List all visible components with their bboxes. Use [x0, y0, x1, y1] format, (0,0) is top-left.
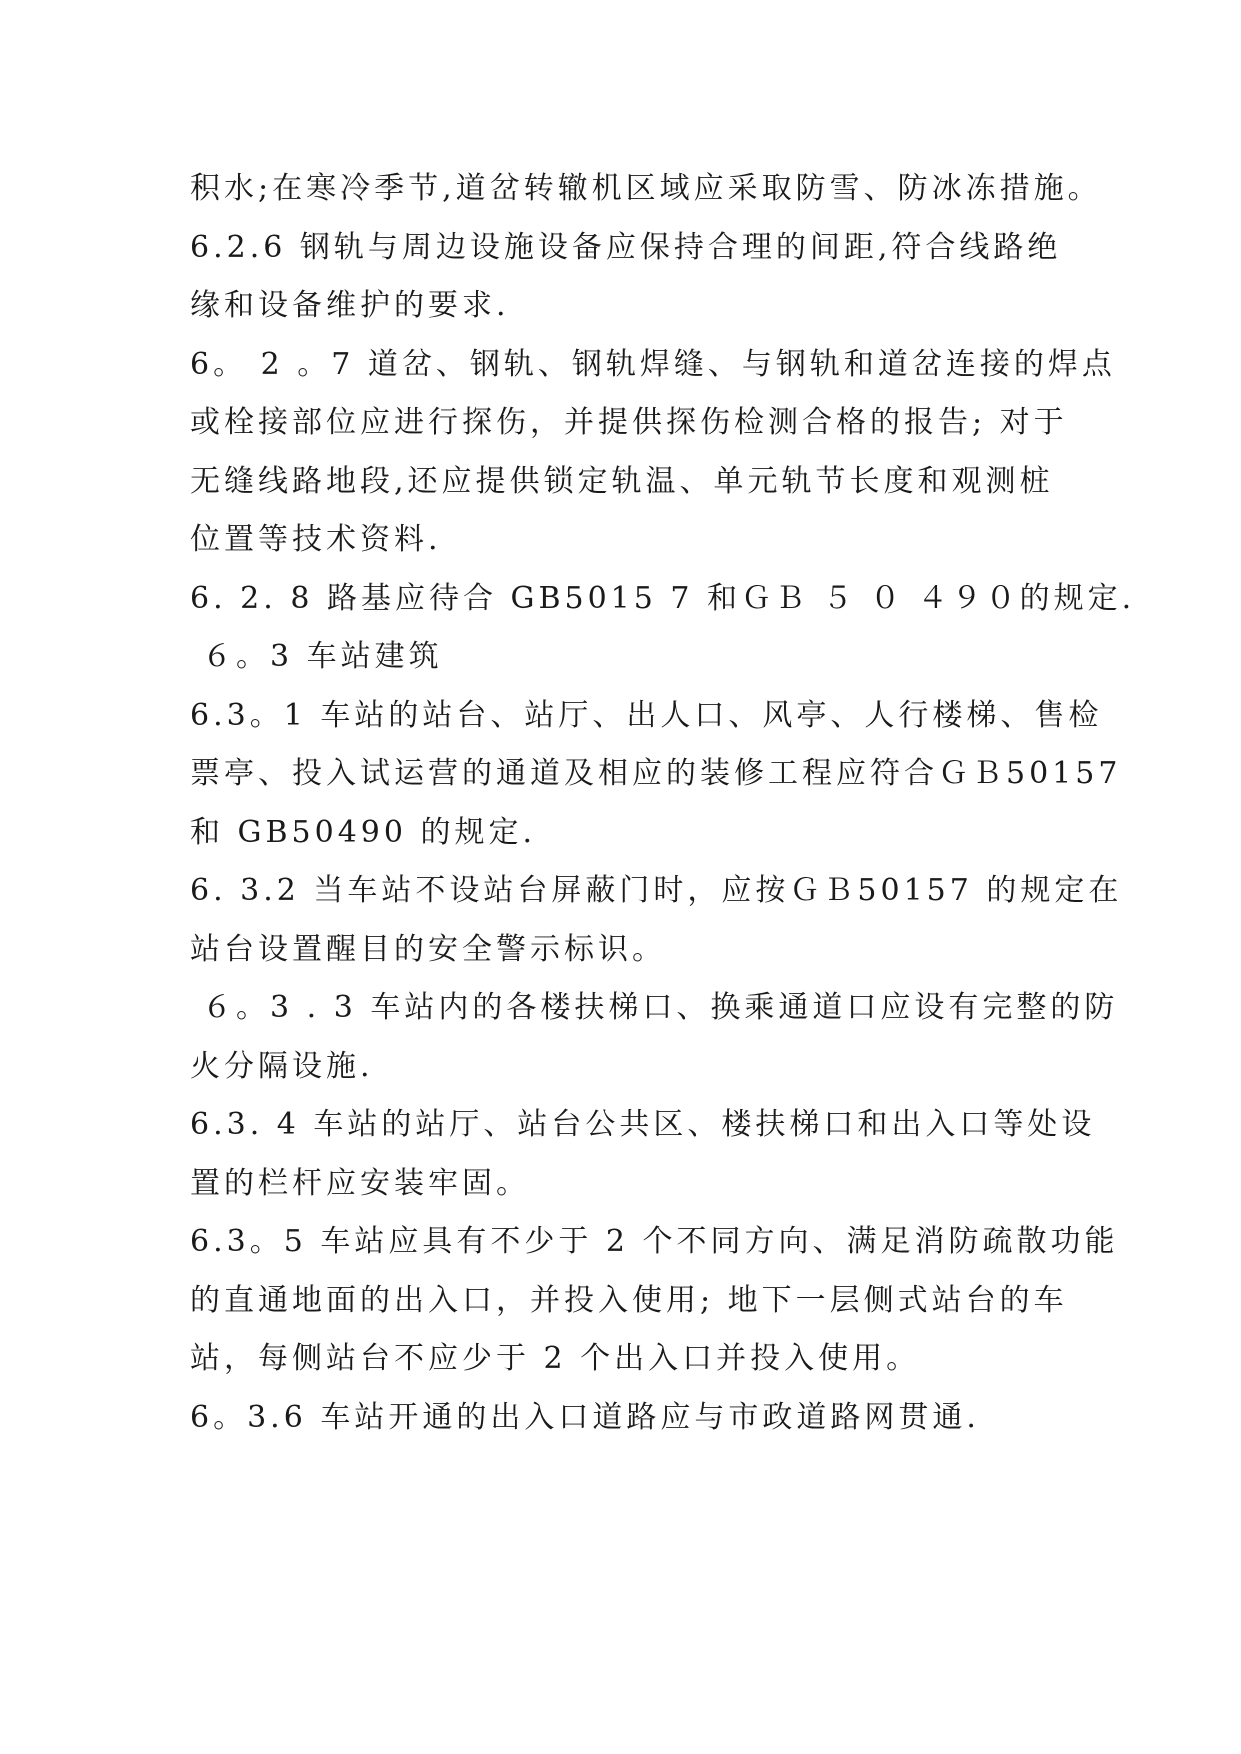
- text-line: 位置等技术资料.: [190, 522, 442, 557]
- text-line: 6. 3.2 当车站不设站台屏蔽门时，应按ＧＢ50157 的规定在: [190, 873, 1123, 908]
- text-line: 6.3. 4 车站的站厅、站台公共区、楼扶梯口和出入口等处设: [190, 1107, 1096, 1142]
- text-line: 6。 2 。7 道岔、钢轨、钢轨焊缝、与钢轨和道岔连接的焊点: [190, 346, 1116, 382]
- text-line: 缘和设备维护的要求.: [190, 288, 510, 323]
- text-line: 站，每侧站台不应少于 2 个出入口并投入使用。: [190, 1341, 921, 1376]
- text-line: ６。3 . 3 车站内的各楼扶梯口、换乘通道口应设有完整的防: [202, 990, 1119, 1025]
- text-line: 置的栏杆应安装牢固。: [190, 1165, 530, 1201]
- text-line: 6.3。5 车站应具有不少于 2 个不同方向、满足消防疏散功能: [190, 1224, 1119, 1259]
- text-line: 票亭、投入试运营的通道及相应的装修工程应符合ＧＢ50157: [190, 756, 1122, 791]
- document-body: [190, 160, 1136, 1447]
- text-line: 6.3。1 车站的站台、站厅、出人口、风亭、人行楼梯、售检: [190, 697, 1103, 733]
- text-line: 火分隔设施.: [190, 1048, 374, 1084]
- text-line: 6。3.6 车站开通的出入口道路应与市政道路网贯通.: [190, 1399, 980, 1435]
- text-line: 积水;在寒冷季节,道岔转辙机区域应采取防雪、防冰冻措施。: [190, 171, 1102, 206]
- text-line: 或栓接部位应进行探伤，并提供探伤检测合格的报告; 对于: [190, 405, 1068, 440]
- text-line: 无缝线路地段,还应提供锁定轨温、单元轨节长度和观测桩: [190, 463, 1054, 499]
- text-line: 6.2.6 钢轨与周边设施设备应保持合理的间距,符合线路绝: [190, 229, 1062, 265]
- text-line: 和 GB50490 的规定.: [190, 814, 537, 850]
- text-line: 6. 2. 8 路基应待合 GB5015 7 和ＧＢ ５ ０ ４９０的规定.: [190, 580, 1136, 616]
- text-line: 站台设置醒目的安全警示标识。: [190, 931, 666, 967]
- text-line: 的直通地面的出入口，并投入使用; 地下一层侧式站台的车: [190, 1282, 1068, 1318]
- section-heading: ６。3 车站建筑: [202, 639, 443, 674]
